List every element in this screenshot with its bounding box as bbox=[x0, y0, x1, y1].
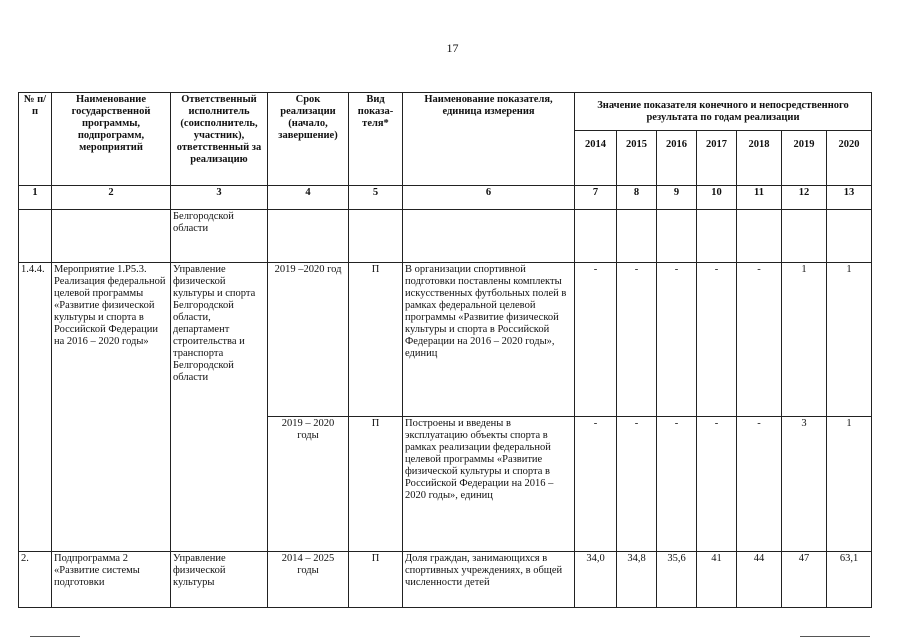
column-number: 1 bbox=[19, 186, 52, 210]
row-value: - bbox=[737, 263, 782, 417]
column-number: 4 bbox=[268, 186, 349, 210]
table-row bbox=[19, 263, 872, 417]
column-numbers-row bbox=[19, 186, 872, 210]
header-year: 2015 bbox=[617, 131, 657, 186]
indicators-table bbox=[18, 92, 872, 608]
column-number: 11 bbox=[737, 186, 782, 210]
row-value: 34,0 bbox=[575, 552, 617, 608]
row-executor: Управление физической культуры bbox=[171, 552, 268, 608]
header-values-group: Значение показателя конечного и непосредственного результата по годам реализации bbox=[575, 93, 872, 131]
header-row bbox=[19, 93, 872, 131]
row-indicator: В организации спортивной подготовки поставлены комплекты искусственных футбольных полей в рамках федеральной целевой программы «Развитие физической культуры и спорта в Российской Федерации на 2016 – 2020 годы», единиц bbox=[403, 263, 575, 417]
header-indicator: Наименование показателя, единица измерения bbox=[403, 93, 575, 186]
row-num: 2. bbox=[19, 552, 52, 608]
column-number: 2 bbox=[52, 186, 171, 210]
row-value: 63,1 bbox=[827, 552, 872, 608]
header-year: 2017 bbox=[697, 131, 737, 186]
column-number: 3 bbox=[171, 186, 268, 210]
header-year: 2016 bbox=[657, 131, 697, 186]
row-name: Подпрограмма 2 «Развитие системы подготовки bbox=[52, 552, 171, 608]
row-indicator: Доля граждан, занимающихся в спортивных учреждениях, в общей численности детей bbox=[403, 552, 575, 608]
row-value: - bbox=[617, 263, 657, 417]
header-period: Срок реализации (начало, завершение) bbox=[268, 93, 349, 186]
row-executor: Управление физической культуры и спорта Белгородской области, департамент строительства и транспорта Белгородской области bbox=[171, 263, 268, 552]
column-number: 8 bbox=[617, 186, 657, 210]
row-value: 44 bbox=[737, 552, 782, 608]
column-number: 9 bbox=[657, 186, 697, 210]
row-name: Мероприятие 1.Р5.3. Реализация федеральной целевой программы «Развитие физической культуры и спорта в Российской Федерации на 2016 – 2020 годы» bbox=[52, 263, 171, 552]
header-year: 2020 bbox=[827, 131, 872, 186]
row-type: П bbox=[349, 552, 403, 608]
header-num: № п/п bbox=[19, 93, 52, 186]
column-number: 6 bbox=[403, 186, 575, 210]
row-value: - bbox=[697, 417, 737, 552]
column-number: 7 bbox=[575, 186, 617, 210]
row-value: - bbox=[575, 417, 617, 552]
row-value: 1 bbox=[782, 263, 827, 417]
row-value: 47 bbox=[782, 552, 827, 608]
row-value: - bbox=[737, 417, 782, 552]
row-value: 34,8 bbox=[617, 552, 657, 608]
row-value: 41 bbox=[697, 552, 737, 608]
row-value: - bbox=[617, 417, 657, 552]
row-value: 1 bbox=[827, 263, 872, 417]
header-name: Наименование государственной программы, подпрограмм, мероприятий bbox=[52, 93, 171, 186]
table-row bbox=[19, 552, 872, 608]
row-type: П bbox=[349, 263, 403, 417]
continuation-executor: Белгородской области bbox=[171, 210, 268, 263]
row-period: 2019 – 2020 годы bbox=[268, 417, 349, 552]
row-value: 35,6 bbox=[657, 552, 697, 608]
row-num: 1.4.4. bbox=[19, 263, 52, 552]
continuation-row bbox=[19, 210, 872, 263]
row-value: 1 bbox=[827, 417, 872, 552]
header-type: Вид показа-теля* bbox=[349, 93, 403, 186]
row-value: - bbox=[657, 263, 697, 417]
scan-mark bbox=[800, 636, 870, 637]
page-number: 17 bbox=[446, 41, 459, 55]
row-value: - bbox=[697, 263, 737, 417]
row-value: - bbox=[575, 263, 617, 417]
column-number: 10 bbox=[697, 186, 737, 210]
header-executor: Ответственный исполнитель (соисполнитель, участник), ответственный за реализацию bbox=[171, 93, 268, 186]
header-year: 2014 bbox=[575, 131, 617, 186]
column-number: 12 bbox=[782, 186, 827, 210]
column-number: 13 bbox=[827, 186, 872, 210]
row-type: П bbox=[349, 417, 403, 552]
scan-mark bbox=[30, 636, 80, 637]
row-indicator: Построены и введены в эксплуатацию объекты спорта в рамках реализации федеральной целевой программы «Развитие физической культуры и спорта в Российской Федерации на 2016 – 2020 годы», единиц bbox=[403, 417, 575, 552]
header-year: 2019 bbox=[782, 131, 827, 186]
row-period: 2019 –2020 год bbox=[268, 263, 349, 417]
row-value: - bbox=[657, 417, 697, 552]
column-number: 5 bbox=[349, 186, 403, 210]
header-year: 2018 bbox=[737, 131, 782, 186]
row-period: 2014 – 2025 годы bbox=[268, 552, 349, 608]
row-value: 3 bbox=[782, 417, 827, 552]
